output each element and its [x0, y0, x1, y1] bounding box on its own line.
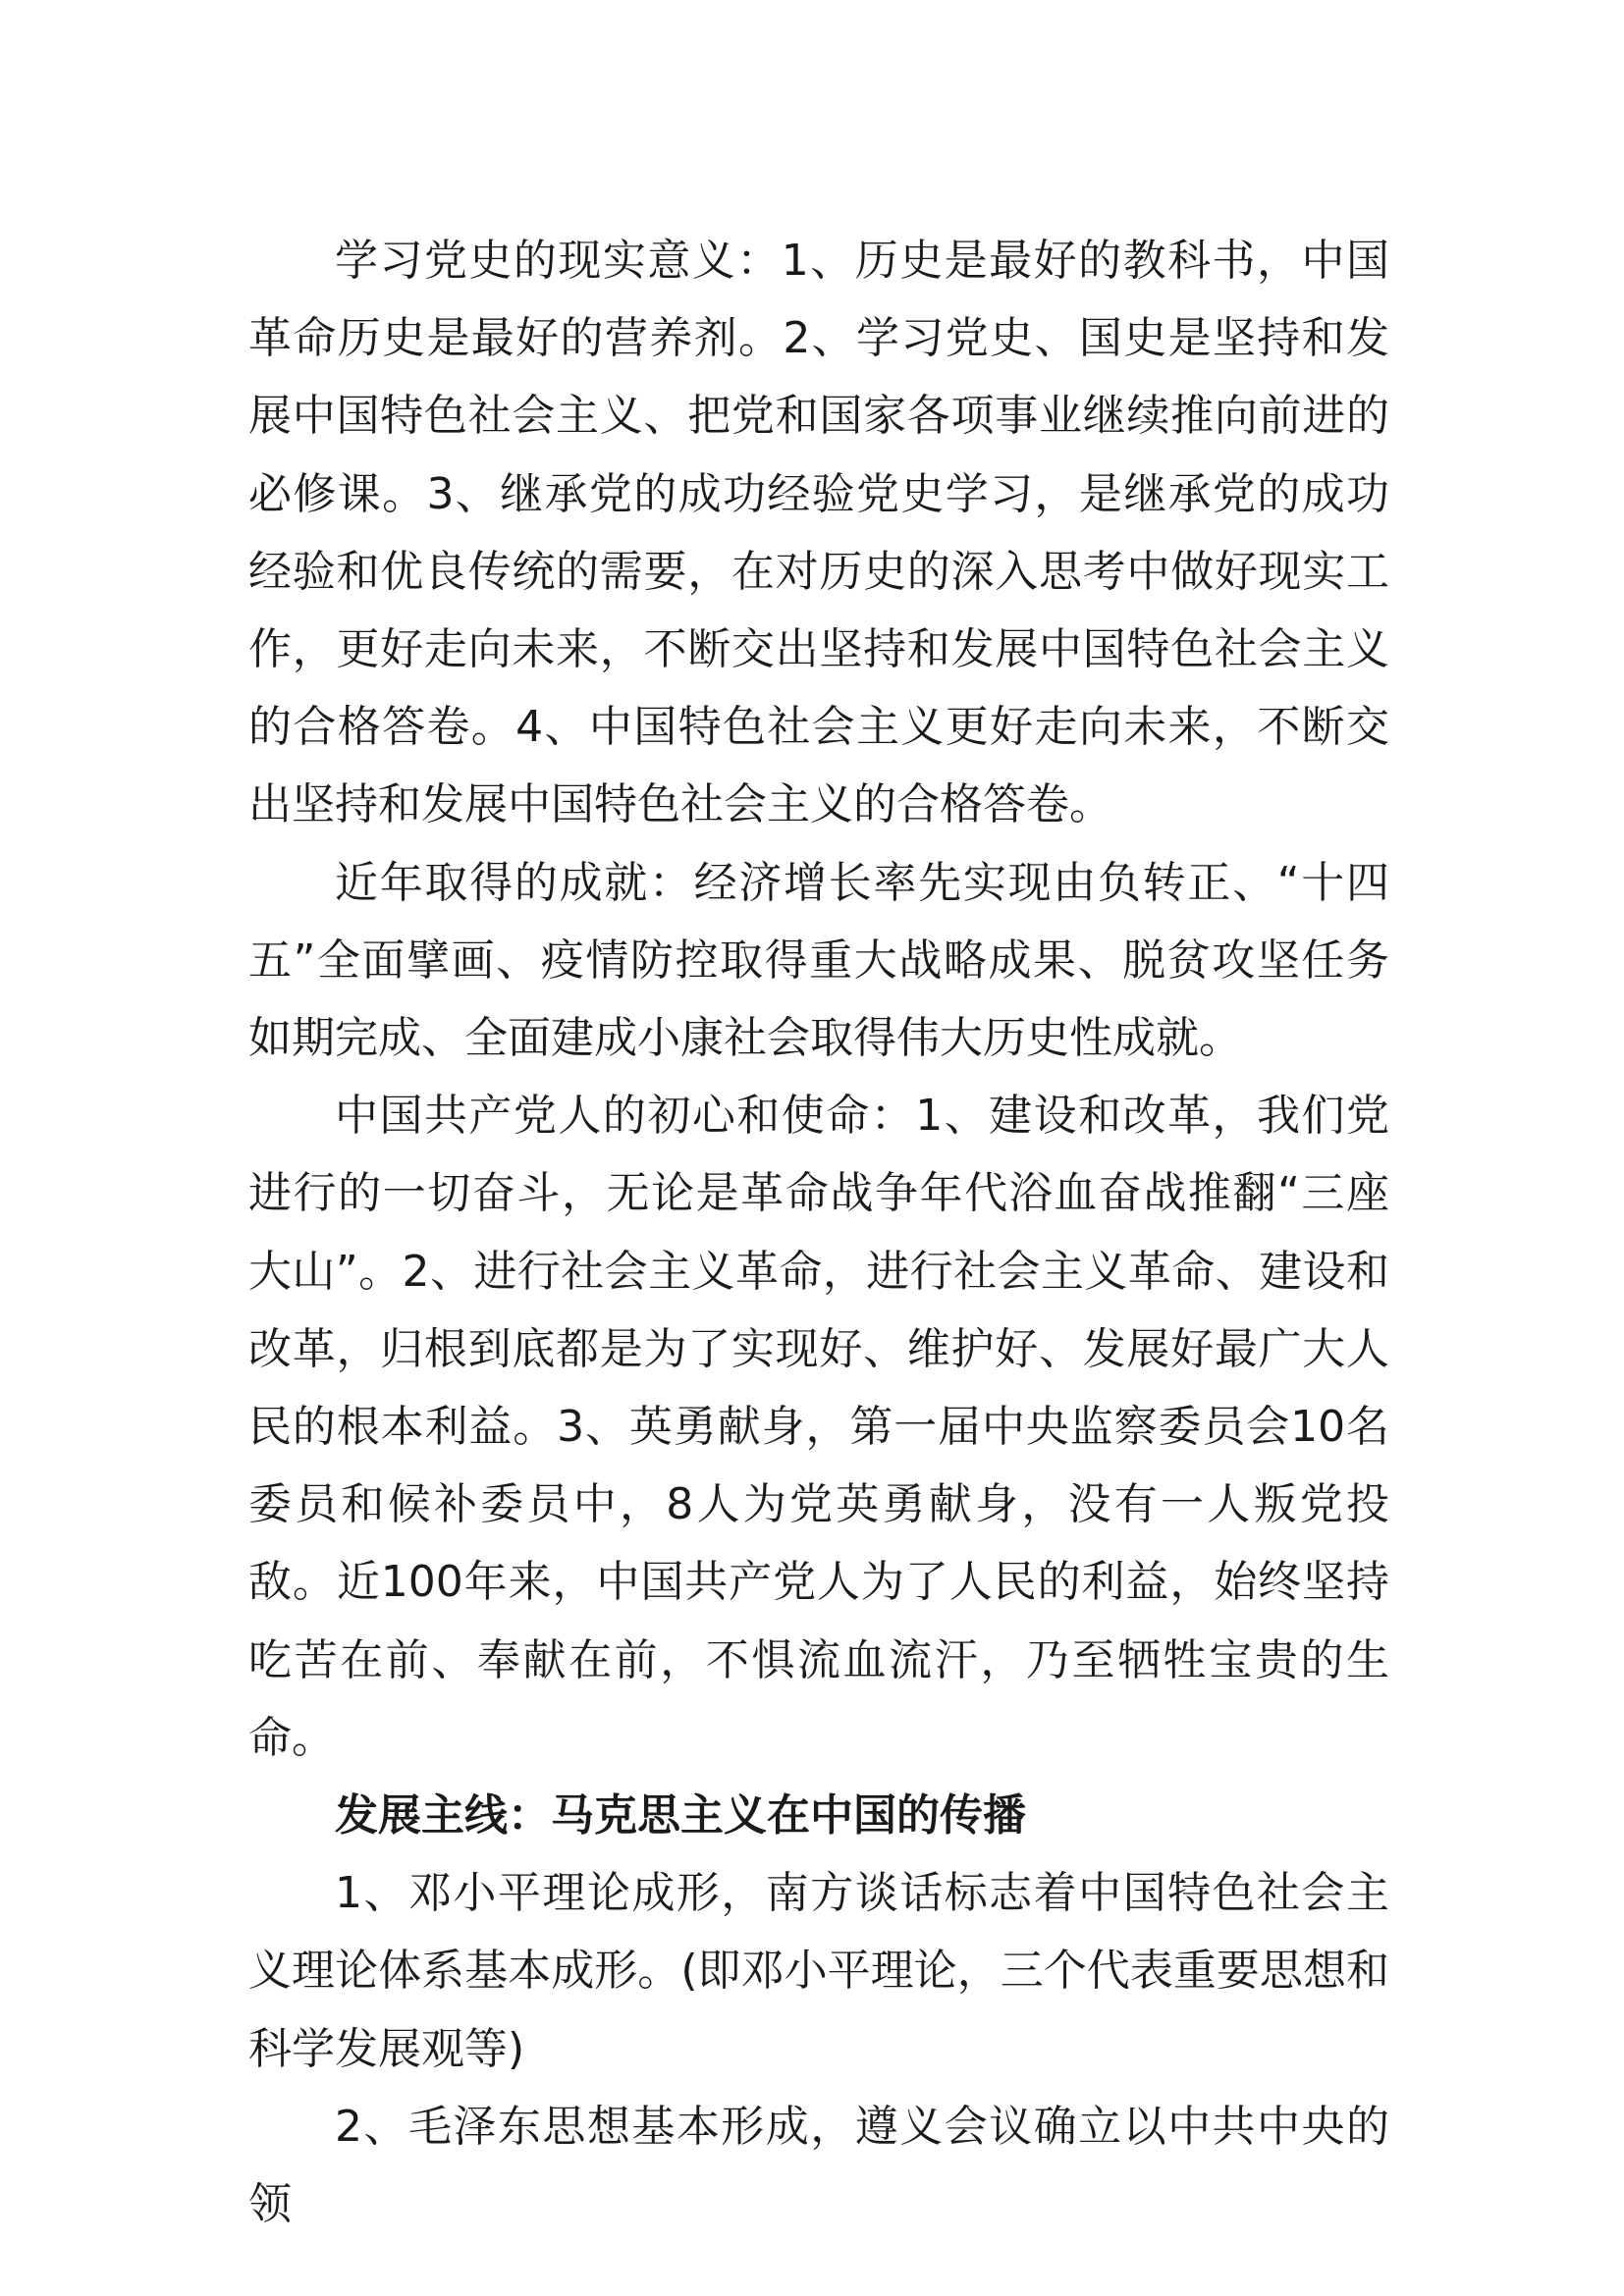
- section-heading: 发展主线：马克思主义在中国的传播: [335, 1790, 1026, 1842]
- paragraph-mao-thought: 2、毛泽东思想基本形成，遵义会议确立以中共中央的领: [248, 2101, 1389, 2230]
- paragraph-achievements: 近年取得的成就：经济增长率先实现由负转正、“十四五”全面擘画、疫情防控取得重大战略成果、脱贫攻坚任务如期完成、全面建成小康社会取得伟大历史性成就。: [248, 857, 1389, 1064]
- paragraph-mission: 中国共产党人的初心和使命：1、建设和改革，我们党进行的一切奋斗，无论是革命战争年代浴血奋战推翻“三座大山”。2、进行社会主义革命，进行社会主义革命、建设和改革，归根到底都是为了实现好、维护好、发展好最广大人民的根本利益。3、英勇献身，第一届中央监察委员会10名委员和候补委员中，8人为党英勇献身，没有一人叛党投敌。近100年来，中国共产党人为了人民的利益，始终坚持吃苦在前、奉献在前，不惧流血流汗，乃至牺牲宝贵的生命。: [248, 1091, 1389, 1763]
- document-body: [248, 222, 1389, 2243]
- paragraph-significance: 学习党史的现实意义：1、历史是最好的教科书，中国革命历史是最好的营养剂。2、学习党史、国史是坚持和发展中国特色社会主义、把党和国家各项事业继续推向前进的必修课。3、继承党的成功经验党史学习，是继承党的成功经验和优良传统的需要，在对历史的深入思考中做好现实工作，更好走向未来，不断交出坚持和发展中国特色社会主义的合格答卷。4、中国特色社会主义更好走向未来，不断交出坚持和发展中国特色社会主义的合格答卷。: [248, 236, 1389, 830]
- paragraph-deng-theory: 1、邓小平理论成形，南方谈话标志着中国特色社会主义理论体系基本成形。(即邓小平理论，三个代表重要思想和科学发展观等): [248, 1868, 1389, 2074]
